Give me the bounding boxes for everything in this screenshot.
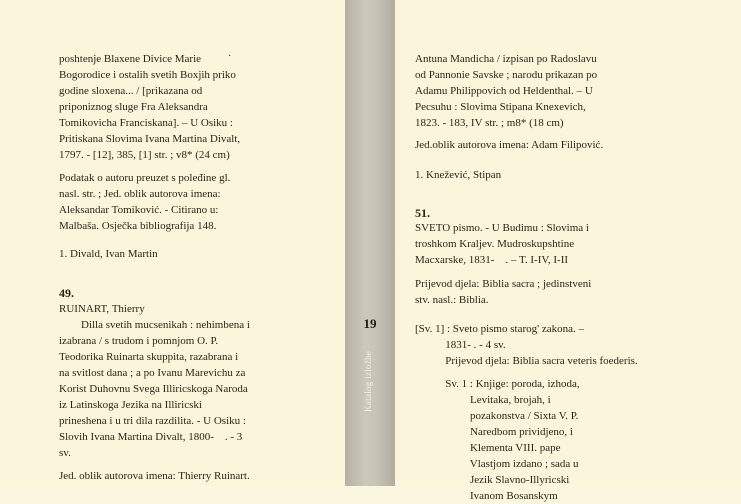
text-line: [Sv. 1] : Sveto pismo starog' zakona. – bbox=[415, 323, 584, 335]
left-index-term: 1. Divald, Ivan Martin bbox=[59, 248, 158, 260]
text-line: iz Latinskoga Jezika na Illiricski bbox=[59, 399, 202, 411]
text-line: nasl. str. ; Jed. oblik autorova imena: bbox=[59, 188, 221, 200]
vertical-side-text: Katalog izložbe bbox=[363, 350, 373, 412]
right-para-4 bbox=[415, 220, 589, 268]
text-line: Levitaka, brojah, i bbox=[415, 394, 551, 406]
text-line: 1823. - 183, IV str. ; m8* (18 cm) bbox=[415, 117, 564, 129]
text-line: godine sloxena... / [prikazana od bbox=[59, 85, 203, 97]
text-line: na svitlost dana ; a po Ivanu Marevichu za bbox=[59, 367, 246, 379]
text-line: Pecsuhu : Slovima Stipana Knexevich, bbox=[415, 101, 586, 113]
text-line: Ivanom Bosanskym bbox=[415, 490, 558, 502]
right-name-form: Jed.oblik autorova imena: Adam Filipović. bbox=[415, 139, 604, 151]
ink-dot: · bbox=[228, 51, 232, 62]
entry-author: RUINART, Thierry bbox=[59, 303, 145, 315]
left-para-5 bbox=[59, 468, 250, 484]
right-para-5 bbox=[415, 276, 591, 308]
text-line: poshtenje Blaxene Divice Marie bbox=[59, 53, 202, 65]
page-number: 19 bbox=[363, 316, 377, 331]
left-page bbox=[0, 0, 345, 486]
text-line: Antuna Mandicha / izpisan po Radoslavu bbox=[415, 53, 597, 65]
text-line: Pritiskana Slovima Ivana Martina Divalt, bbox=[59, 133, 241, 145]
text-line: 1831- . - 4 sv. bbox=[415, 339, 506, 351]
text-line: 1797. - [12], 385, [1] str. ; v8* (24 cm) bbox=[59, 149, 230, 161]
left-para-3 bbox=[59, 246, 158, 262]
text-line: Adamu Philippovich od Heldenthal. – U bbox=[415, 85, 593, 97]
text-line: troshkom Kraljev. Mudroskupshtine bbox=[415, 238, 575, 250]
text-line: Macxarske, 1831- . – T. I-IV, I-II bbox=[415, 254, 569, 266]
right-para-6 bbox=[415, 321, 638, 369]
text-line: priponiznog sluge Fra Aleksandra bbox=[59, 101, 208, 113]
text-line: SVETO pismo. - U Budimu : Slovima i bbox=[415, 222, 589, 234]
right-para-7 bbox=[415, 376, 580, 504]
text-line: Naredbom prividjeno, i bbox=[415, 426, 573, 438]
book-gutter bbox=[345, 0, 395, 486]
right-para-1 bbox=[415, 51, 597, 131]
right-page bbox=[395, 0, 741, 502]
text-line: sv. bbox=[59, 447, 71, 459]
left-para-2 bbox=[59, 170, 230, 234]
text-line: Malbaša. Osječka bibliografija 148. bbox=[59, 220, 217, 232]
left-para-1 bbox=[59, 51, 240, 163]
text-line: pozakonstva / Sixta V. P. bbox=[415, 410, 579, 422]
entry-number: 49. bbox=[59, 286, 74, 300]
text-line: izabrana / s trudom i pomnjom O. P. bbox=[59, 335, 219, 347]
entry-49 bbox=[59, 285, 145, 317]
right-para-3 bbox=[415, 167, 501, 183]
entry-51 bbox=[415, 205, 430, 221]
text-line: prineshena i u tri dila razdilita. - U Osiku : bbox=[59, 415, 246, 427]
text-line: Vlastjom izdano ; sada u bbox=[415, 458, 579, 470]
entry-number: 51. bbox=[415, 206, 430, 220]
text-line: Slovih Ivana Martina Divalt, 1800- . - 3 bbox=[59, 431, 243, 443]
text-line: Bogorodice i ostalih svetih Boxjih priko bbox=[59, 69, 236, 81]
text-line: Podatak o autoru preuzet s poleđine gl. bbox=[59, 172, 231, 184]
text-line: Aleksandar Tomiković. - Citirano u: bbox=[59, 204, 219, 216]
left-name-form: Jed. oblik autorova imena: Thierry Ruinart. bbox=[59, 470, 250, 482]
text-line: Klementa VIII. pape bbox=[415, 442, 561, 454]
text-line: Prijevod djela: Biblia sacra veteris foederis. bbox=[415, 355, 638, 367]
text-line: Korist Duhovnu Svega Illiricskoga Naroda bbox=[59, 383, 248, 395]
text-line: Sv. 1 : Knjige: poroda, izhoda, bbox=[415, 378, 580, 390]
text-line: Teodorika Ruinarta skuppita, razabrana i bbox=[59, 351, 239, 363]
left-para-4 bbox=[59, 317, 250, 461]
right-para-2 bbox=[415, 137, 603, 153]
text-line: Tomikovicha Franciskana]. – U Osiku : bbox=[59, 117, 233, 129]
text-line: Dilla svetih mucsenikah : nehimbena i bbox=[59, 319, 250, 331]
right-index-term: 1. Knežević, Stipan bbox=[415, 169, 502, 181]
text-line: stv. nasl.: Biblia. bbox=[415, 294, 489, 306]
text-line: od Pannonie Savske ; narodu prikazan po bbox=[415, 69, 598, 81]
text-line: Prijevod djela: Biblia sacra ; jedinstveni bbox=[415, 278, 592, 290]
text-line: Jezik Slavno-Illyricski bbox=[415, 474, 570, 486]
